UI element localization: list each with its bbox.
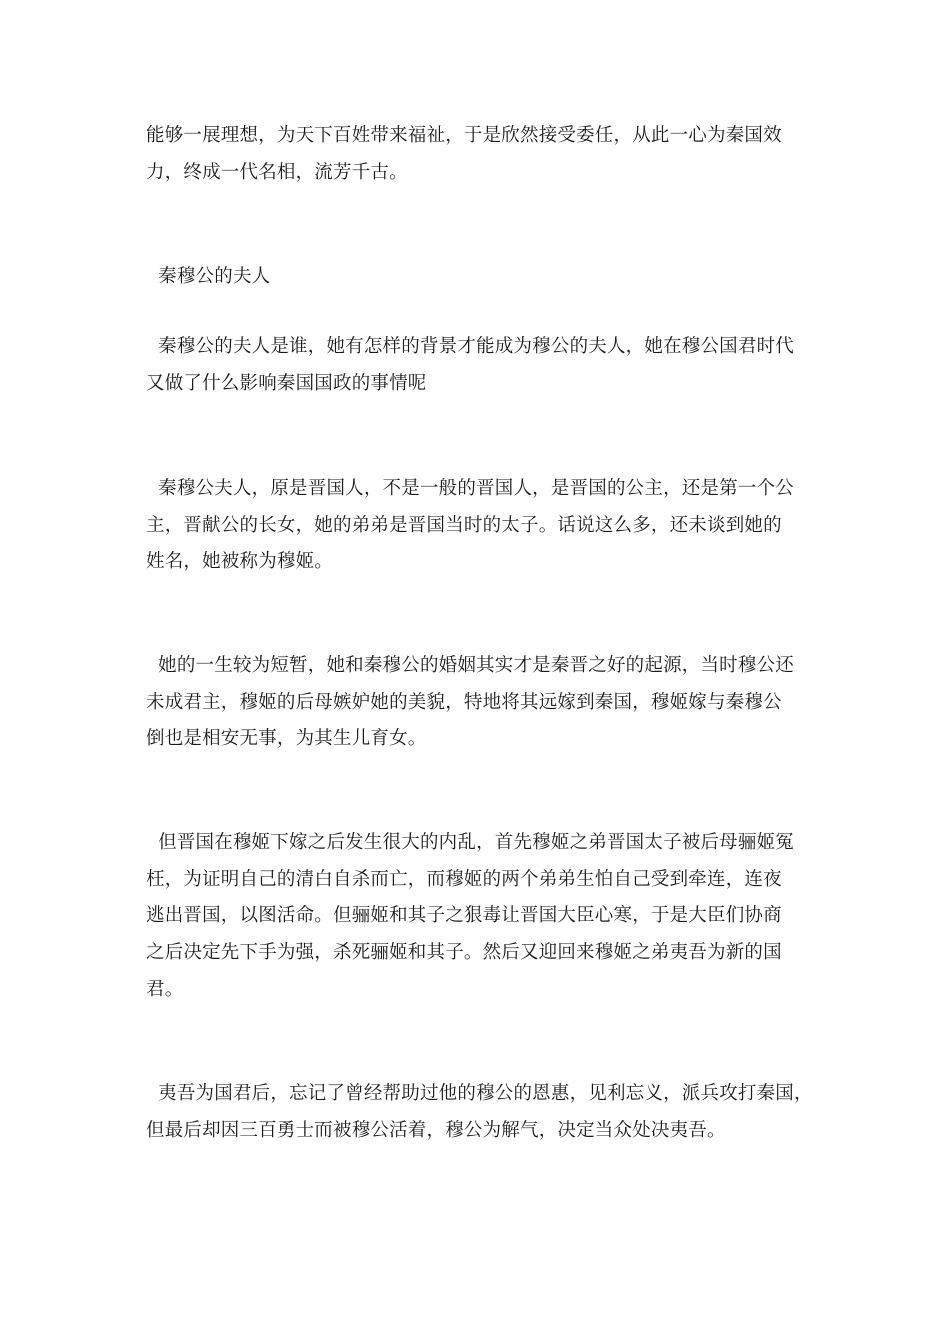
paragraph-line: 秦穆公夫人，原是晋国人，不是一般的晋国人，是晋国的公主，还是第一个公	[146, 478, 794, 499]
paragraph-line: 未成君主，穆姬的后母嫉妒她的美貌，特地将其远嫁到秦国，穆姬嫁与秦穆公	[146, 692, 782, 713]
paragraph-line: 但最后却因三百勇士而被穆公活着，穆公为解气，决定当众处决夷吾。	[146, 1120, 726, 1141]
paragraph-line: 逃出晋国，以图活命。但骊姬和其子之狠毒让晋国大臣心寒，于是大臣们协商	[146, 905, 782, 926]
section-heading: 秦穆公的夫人	[146, 266, 271, 287]
paragraph-line: 秦穆公的夫人是谁，她有怎样的背景才能成为穆公的夫人，她在穆公国君时代	[146, 336, 794, 357]
intro-paragraph-line: 能够一展理想，为天下百姓带来福祉，于是欣然接受委任，从此一心为秦国效	[146, 125, 782, 146]
paragraph-line: 之后决定先下手为强，杀死骊姬和其子。然后又迎回来穆姬之弟夷吾为新的国	[146, 942, 782, 963]
paragraph-line: 君。	[146, 979, 184, 1000]
paragraph-line: 她的一生较为短暂，她和秦穆公的婚姻其实才是秦晋之好的起源，当时穆公还	[146, 655, 794, 676]
paragraph-line: 枉，为证明自己的清白自杀而亡，而穆姬的两个弟弟生怕自己受到牵连，连夜	[146, 869, 782, 890]
paragraph-line: 倒也是相安无事，为其生儿育女。	[146, 728, 427, 749]
paragraph-line: 夷吾为国君后，忘记了曾经帮助过他的穆公的恩惠，见利忘义，派兵攻打秦国，	[146, 1083, 813, 1104]
paragraph-line: 但晋国在穆姬下嫁之后发生很大的内乱，首先穆姬之弟晋国太子被后母骊姬冤	[146, 832, 794, 853]
intro-paragraph-line: 力，终成一代名相，流芳千古。	[146, 162, 408, 183]
paragraph-line: 姓名，她被称为穆姬。	[146, 551, 334, 572]
paragraph-line: 主，晋献公的长女，她的弟弟是晋国当时的太子。话说这么多，还未谈到她的	[146, 515, 782, 536]
paragraph-line: 又做了什么影响秦国国政的事情呢	[146, 373, 427, 394]
